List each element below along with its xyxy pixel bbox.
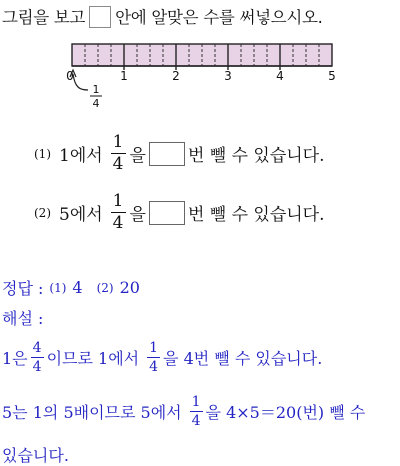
fraction-denominator: 4 (32, 359, 42, 375)
fraction-numerator: 4 (32, 340, 42, 356)
fraction-numerator: 1 (112, 132, 124, 152)
tick-label-1: 1 (120, 69, 128, 83)
question-1-answer-box[interactable] (149, 142, 185, 166)
answer-1-value: 4 (72, 278, 83, 297)
explanation-1-a: 1은 (2, 349, 28, 368)
fraction-bar (190, 411, 203, 412)
question-2-fraction (111, 193, 126, 232)
number-line-diagram (60, 42, 350, 114)
answer-line (2, 276, 140, 299)
explanation-line-2 (2, 395, 365, 428)
question-2-mid: 을 (129, 205, 146, 225)
explanation-line-1 (2, 341, 322, 374)
question-2-answer-box[interactable] (149, 201, 185, 225)
explanation-1-b: 이므로 1에서 (46, 349, 140, 368)
question-1-tail: 번 뺄 수 있습니다. (187, 146, 325, 166)
blank-box (89, 6, 111, 28)
fraction-numerator: 1 (149, 340, 159, 356)
tick-label-0: 0 (66, 69, 74, 83)
explanation-label: 해설 : (2, 309, 44, 328)
fraction-denominator: 4 (149, 359, 159, 375)
fraction-denominator: 4 (112, 213, 124, 233)
tick-label-2: 2 (172, 69, 180, 83)
question-1-number: (1) (34, 146, 51, 161)
tick-label-5: 5 (328, 69, 336, 83)
question-1 (34, 134, 325, 173)
answer-2-value: 20 (119, 278, 140, 297)
instruction-text-before: 그림을 보고 (2, 8, 86, 27)
answer-1-number: (1) (49, 280, 67, 295)
tick-label-4: 4 (276, 69, 284, 83)
question-1-mid: 을 (129, 146, 146, 166)
fraction-denominator: 4 (112, 154, 124, 174)
fraction-denominator: 4 (191, 413, 201, 429)
fraction-bar (147, 357, 160, 358)
fraction-numerator: 1 (112, 191, 124, 211)
arrow-fraction-numerator: 1 (92, 83, 100, 96)
answer-2-number: (2) (96, 280, 114, 295)
explanation-1-fraction-a (31, 341, 44, 374)
question-2-tail: 번 뺄 수 있습니다. (187, 205, 325, 225)
instruction (2, 4, 323, 28)
explanation-1-c: 을 4번 뺄 수 있습니다. (163, 349, 323, 368)
instruction-text-after: 안에 알맞은 수를 써넣으시오. (115, 8, 323, 27)
question-1-fraction (111, 134, 126, 173)
question-2-start: 5에서 (59, 205, 103, 225)
answer-label: 정답 : (2, 279, 44, 298)
arrow-fraction-denominator: 4 (92, 97, 100, 110)
tick-label-3: 3 (224, 69, 232, 83)
fraction-numerator: 1 (191, 394, 201, 410)
explanation-2-fraction (190, 395, 203, 428)
explanation-2-a: 5는 1의 5배이므로 5에서 (2, 403, 182, 422)
explanation-1-fraction-b (147, 341, 160, 374)
question-2-number: (2) (34, 205, 51, 220)
fraction-bar (31, 357, 44, 358)
explanation-2-b: 을 4×5＝20(번) 뺄 수 (205, 403, 366, 422)
question-1-start: 1에서 (59, 146, 103, 166)
explanation-line-3: 있습니다. (2, 446, 69, 465)
question-2 (34, 193, 325, 232)
